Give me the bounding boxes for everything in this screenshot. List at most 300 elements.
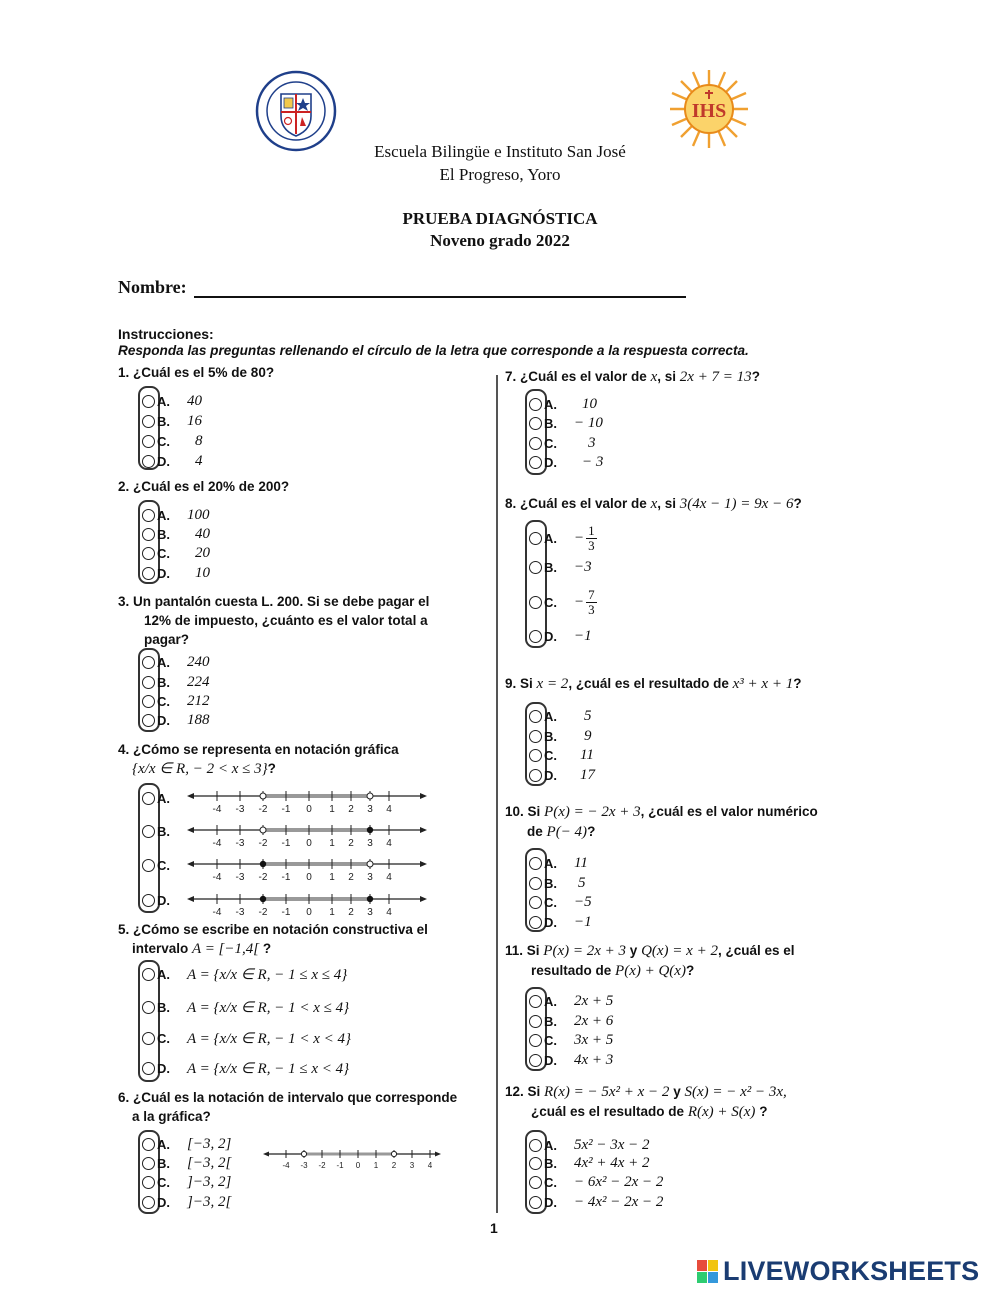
tick-label: 1 bbox=[329, 804, 335, 815]
question-5-line1: 5. ¿Cómo se escribe en notación constructiva el bbox=[118, 922, 428, 937]
option-letter: A. bbox=[157, 966, 170, 982]
option-q11-b[interactable] bbox=[529, 1011, 613, 1031]
tick-label: -4 bbox=[212, 838, 222, 849]
tick-label: -3 bbox=[300, 1161, 308, 1170]
option-letter: D. bbox=[544, 1194, 557, 1210]
option-q1-c[interactable] bbox=[142, 431, 203, 451]
question-10-line2a: de bbox=[527, 824, 543, 839]
option-value: 188 bbox=[187, 711, 210, 728]
option-value: −1 bbox=[574, 913, 592, 930]
option-letter: C. bbox=[544, 1174, 557, 1190]
question-7-end: ? bbox=[751, 369, 760, 384]
radio-circle[interactable] bbox=[529, 630, 542, 643]
option-q8-d[interactable] bbox=[529, 626, 592, 646]
option-letter: C. bbox=[157, 857, 170, 873]
option-q12-c[interactable] bbox=[529, 1172, 663, 1192]
question-3-line3: pagar? bbox=[144, 632, 190, 647]
fraction-a bbox=[586, 524, 597, 553]
option-q12-a[interactable] bbox=[529, 1135, 650, 1155]
fraction-numerator: 1 bbox=[588, 522, 595, 538]
option-value: [−3, 2] bbox=[187, 1135, 232, 1152]
option-letter: B. bbox=[157, 823, 170, 839]
option-letter: C. bbox=[544, 435, 557, 451]
question-6 bbox=[118, 1088, 457, 1126]
question-5-line2: intervalo bbox=[132, 941, 189, 956]
radio-circle[interactable] bbox=[529, 1139, 542, 1152]
question-7-math: 2x + 7 = 13 bbox=[679, 369, 752, 385]
option-q5-c[interactable] bbox=[142, 1028, 351, 1048]
question-9-end: ? bbox=[793, 676, 802, 691]
option-letter: C. bbox=[544, 894, 557, 910]
question-8-end: ? bbox=[793, 496, 802, 511]
question-9-expr: x³ + x + 1 bbox=[732, 676, 794, 692]
radio-circle[interactable] bbox=[529, 1015, 542, 1028]
radio-circle[interactable] bbox=[142, 695, 155, 708]
tick-label: 3 bbox=[367, 804, 373, 815]
radio-circle[interactable] bbox=[142, 859, 155, 872]
radio-circle[interactable] bbox=[529, 730, 542, 743]
option-q8-c[interactable] bbox=[529, 588, 597, 616]
question-4 bbox=[118, 740, 399, 779]
tick-label: -1 bbox=[281, 872, 291, 883]
option-value: A = {x/x ∈ R, − 1 < x ≤ 4} bbox=[187, 999, 350, 1016]
option-value: ]−3, 2[ bbox=[187, 1193, 232, 1210]
tick-label: -2 bbox=[258, 872, 268, 883]
question-10-math1: P(x) = − 2x + 3 bbox=[544, 804, 641, 820]
radio-circle[interactable] bbox=[529, 596, 542, 609]
option-letter: D. bbox=[157, 712, 170, 728]
option-letter: D. bbox=[157, 1060, 170, 1076]
option-letter: B. bbox=[157, 999, 170, 1015]
option-q4-a[interactable] bbox=[142, 788, 187, 808]
option-letter: A. bbox=[544, 396, 557, 412]
option-value: 4x + 3 bbox=[574, 1051, 614, 1068]
question-12-end: ? bbox=[759, 1104, 768, 1119]
tick-label: -3 bbox=[235, 907, 245, 917]
tick-label: 4 bbox=[386, 872, 392, 883]
option-q12-b[interactable] bbox=[529, 1153, 650, 1173]
option-value: 224 bbox=[187, 673, 210, 690]
tick-label: 1 bbox=[329, 907, 335, 917]
number-line-d bbox=[187, 894, 427, 917]
option-letter: B. bbox=[157, 674, 170, 690]
question-8-text: 8. ¿Cuál es el valor de bbox=[505, 496, 647, 511]
option-q6-c[interactable] bbox=[142, 1172, 231, 1192]
radio-circle[interactable] bbox=[529, 398, 542, 411]
question-4-math: {x/x ∈ R, − 2 < x ≤ 3} bbox=[132, 761, 268, 777]
liveworksheets-icon bbox=[697, 1260, 719, 1284]
option-letter: C. bbox=[544, 1032, 557, 1048]
question-11-y: y bbox=[629, 943, 638, 958]
option-q2-d[interactable] bbox=[142, 563, 210, 583]
tick-label: 2 bbox=[348, 872, 354, 883]
radio-circle[interactable] bbox=[142, 395, 155, 408]
option-value: 240 bbox=[187, 653, 210, 670]
radio-circle[interactable] bbox=[142, 509, 155, 522]
question-7-text: 7. ¿Cuál es el valor de bbox=[505, 369, 647, 384]
question-11-math1: P(x) = 2x + 3 bbox=[543, 943, 627, 959]
option-q3-c[interactable] bbox=[142, 691, 210, 711]
tick-label: 0 bbox=[306, 838, 312, 849]
question-8-mid: , si bbox=[657, 496, 677, 511]
option-value: 10 bbox=[582, 395, 597, 412]
option-letter: C. bbox=[544, 747, 557, 763]
number-line-c bbox=[187, 859, 427, 883]
question-10-end: ? bbox=[587, 824, 596, 839]
option-letter: D. bbox=[157, 453, 170, 469]
option-value: A = {x/x ∈ R, − 1 ≤ x ≤ 4} bbox=[187, 966, 348, 983]
option-value: − 3 bbox=[582, 453, 604, 470]
radio-circle[interactable] bbox=[142, 714, 155, 727]
radio-circle[interactable] bbox=[142, 1196, 155, 1209]
tick-label: -2 bbox=[258, 804, 268, 815]
option-q11-a[interactable] bbox=[529, 991, 613, 1011]
tick-label: -4 bbox=[212, 804, 222, 815]
option-q8-a[interactable] bbox=[529, 524, 597, 552]
radio-circle[interactable] bbox=[529, 532, 542, 545]
question-12-line1a: 12. Si bbox=[505, 1084, 541, 1099]
question-5-end: ? bbox=[262, 941, 272, 956]
option-letter: C. bbox=[157, 1030, 170, 1046]
option-q2-a[interactable] bbox=[142, 505, 210, 525]
radio-circle[interactable] bbox=[142, 1001, 155, 1014]
tick-label: 0 bbox=[355, 1161, 361, 1170]
option-q10-b[interactable] bbox=[529, 873, 586, 893]
option-letter: D. bbox=[157, 892, 170, 908]
option-value: 40 bbox=[187, 392, 202, 409]
option-letter: D. bbox=[544, 454, 557, 470]
question-7-var: x bbox=[650, 369, 658, 385]
school-seal-logo bbox=[255, 70, 337, 152]
option-value: ]−3, 2] bbox=[187, 1173, 232, 1190]
option-value: 11 bbox=[574, 854, 588, 871]
option-letter: A. bbox=[544, 993, 557, 1009]
option-value: − 4x² − 2x − 2 bbox=[574, 1193, 664, 1210]
question-5 bbox=[118, 920, 428, 959]
radio-circle[interactable] bbox=[529, 896, 542, 909]
option-value: − 10 bbox=[574, 414, 603, 431]
radio-circle[interactable] bbox=[142, 528, 155, 541]
tick-label: 0 bbox=[306, 907, 312, 917]
tick-label: 2 bbox=[348, 838, 354, 849]
question-9-text: 9. Si bbox=[505, 676, 533, 691]
option-value: 11 bbox=[580, 746, 594, 763]
radio-circle[interactable] bbox=[142, 455, 155, 468]
option-value: −3 bbox=[574, 558, 592, 575]
option-letter: B. bbox=[157, 526, 170, 542]
test-title: PRUEBA DIAGNÓSTICA bbox=[402, 209, 598, 228]
option-q10-d[interactable] bbox=[529, 912, 592, 932]
radio-circle[interactable] bbox=[529, 561, 542, 574]
question-9-mid: , ¿cuál es el resultado de bbox=[568, 676, 729, 691]
tick-label: 0 bbox=[306, 872, 312, 883]
radio-circle[interactable] bbox=[529, 710, 542, 723]
option-q7-a[interactable] bbox=[529, 394, 597, 414]
radio-circle[interactable] bbox=[142, 415, 155, 428]
option-letter: A. bbox=[544, 1137, 557, 1153]
option-q4-b[interactable] bbox=[142, 821, 187, 841]
option-q7-c[interactable] bbox=[529, 433, 596, 453]
tick-label: 3 bbox=[367, 872, 373, 883]
option-q10-c[interactable] bbox=[529, 892, 592, 912]
question-10-math2: P(− 4) bbox=[546, 824, 588, 840]
option-q11-d[interactable] bbox=[529, 1050, 613, 1070]
option-q3-b[interactable] bbox=[142, 672, 210, 692]
option-letter: D. bbox=[157, 1194, 170, 1210]
tick-label: 3 bbox=[367, 838, 373, 849]
column-divider bbox=[496, 375, 498, 1213]
radio-circle[interactable] bbox=[529, 857, 542, 870]
option-value: 4 bbox=[195, 452, 203, 469]
option-value: A = {x/x ∈ R, − 1 < x < 4} bbox=[187, 1030, 351, 1047]
option-q6-d[interactable] bbox=[142, 1192, 231, 1212]
question-12-line2a: ¿cuál es el resultado de bbox=[531, 1104, 685, 1119]
option-letter: D. bbox=[544, 914, 557, 930]
question-8-math: 3(4x − 1) = 9x − 6 bbox=[679, 496, 794, 512]
instructions-heading: Instrucciones: bbox=[118, 326, 214, 342]
instructions-text: Responda las preguntas rellenando el círculo de la letra que corresponde a la respuesta correcta. bbox=[118, 343, 749, 358]
fraction-numerator: 7 bbox=[588, 586, 595, 602]
question-3-line2: 12% de impuesto, ¿cuánto es el valor total a bbox=[144, 613, 428, 628]
option-value: − 6x² − 2x − 2 bbox=[574, 1173, 664, 1190]
option-q7-b[interactable] bbox=[529, 413, 603, 433]
option-letter: D. bbox=[544, 628, 557, 644]
option-q7-d[interactable] bbox=[529, 452, 603, 472]
number-line-a bbox=[187, 791, 427, 815]
name-label: Nombre: bbox=[118, 277, 187, 297]
radio-circle[interactable] bbox=[529, 417, 542, 430]
option-value: [−3, 2[ bbox=[187, 1154, 232, 1171]
option-value: 10 bbox=[195, 564, 210, 581]
tick-label: -1 bbox=[281, 907, 291, 917]
tick-label: -2 bbox=[258, 838, 268, 849]
question-10-line1b: , ¿cuál es el valor numérico bbox=[640, 804, 818, 819]
option-letter: B. bbox=[544, 728, 557, 744]
question-7 bbox=[505, 367, 760, 387]
tick-label: 4 bbox=[386, 838, 392, 849]
tick-label: 4 bbox=[427, 1161, 433, 1170]
option-q1-b[interactable] bbox=[142, 411, 202, 431]
page-number: 1 bbox=[490, 1220, 498, 1236]
option-q9-a[interactable] bbox=[529, 706, 592, 726]
option-letter: C. bbox=[157, 693, 170, 709]
tick-label: 4 bbox=[386, 804, 392, 815]
question-6-line1: 6. ¿Cuál es la notación de intervalo que corresponde bbox=[118, 1090, 458, 1105]
tick-label: -2 bbox=[258, 907, 268, 917]
name-line[interactable] bbox=[194, 296, 686, 298]
option-letter: C. bbox=[157, 545, 170, 561]
fraction-c bbox=[586, 588, 597, 617]
tick-label: -4 bbox=[282, 1161, 290, 1170]
option-q1-a[interactable] bbox=[142, 391, 202, 411]
fraction-denominator: 3 bbox=[588, 537, 595, 553]
option-q4-d[interactable] bbox=[142, 890, 187, 910]
option-q10-a[interactable] bbox=[529, 853, 588, 873]
liveworksheets-logo[interactable] bbox=[697, 1256, 979, 1287]
radio-circle[interactable] bbox=[142, 656, 155, 669]
tick-label: 3 bbox=[409, 1161, 415, 1170]
tick-label: 0 bbox=[306, 804, 312, 815]
radio-circle[interactable] bbox=[142, 1032, 155, 1045]
option-value: 3x + 5 bbox=[574, 1031, 614, 1048]
radio-circle[interactable] bbox=[529, 1176, 542, 1189]
option-q4-c[interactable] bbox=[142, 855, 187, 875]
question-11-line1b: , ¿cuál es el bbox=[717, 943, 795, 958]
option-value: 3 bbox=[588, 434, 596, 451]
radio-circle[interactable] bbox=[529, 749, 542, 762]
tick-label: -3 bbox=[235, 872, 245, 883]
option-q9-c[interactable] bbox=[529, 745, 594, 765]
radio-circle[interactable] bbox=[142, 792, 155, 805]
option-q11-c[interactable] bbox=[529, 1030, 613, 1050]
option-q5-d[interactable] bbox=[142, 1058, 349, 1078]
radio-circle[interactable] bbox=[529, 1157, 542, 1170]
question-11-line1a: 11. Si bbox=[505, 943, 540, 958]
option-q9-d[interactable] bbox=[529, 765, 595, 785]
option-value: 212 bbox=[187, 692, 210, 709]
option-letter: B. bbox=[544, 415, 557, 431]
question-10 bbox=[505, 802, 818, 842]
radio-circle[interactable] bbox=[142, 567, 155, 580]
option-value: 40 bbox=[195, 525, 210, 542]
question-11 bbox=[505, 941, 795, 981]
question-8 bbox=[505, 494, 802, 514]
radio-circle[interactable] bbox=[142, 894, 155, 907]
question-7-mid: , si bbox=[657, 369, 677, 384]
radio-circle[interactable] bbox=[529, 916, 542, 929]
ihs-emblem-logo bbox=[668, 68, 750, 150]
option-value: −1 bbox=[574, 627, 592, 644]
option-value: 2x + 6 bbox=[574, 1012, 614, 1029]
option-letter: B. bbox=[544, 559, 557, 575]
question-3 bbox=[118, 592, 429, 649]
option-letter: A. bbox=[157, 790, 170, 806]
option-value: 9 bbox=[584, 727, 592, 744]
radio-circle[interactable] bbox=[529, 1196, 542, 1209]
radio-circle[interactable] bbox=[142, 435, 155, 448]
school-city: El Progreso, Yoro bbox=[439, 165, 561, 184]
option-letter: B. bbox=[544, 1155, 557, 1171]
radio-circle[interactable] bbox=[529, 437, 542, 450]
option-letter: D. bbox=[157, 565, 170, 581]
option-q3-d[interactable] bbox=[142, 710, 210, 730]
question-12 bbox=[505, 1082, 787, 1122]
question-10-line1a: 10. Si bbox=[505, 804, 541, 819]
number-lines-q4 bbox=[185, 787, 430, 917]
option-value: 17 bbox=[580, 766, 595, 783]
radio-circle[interactable] bbox=[142, 1138, 155, 1151]
option-letter: C. bbox=[157, 433, 170, 449]
question-4-end: ? bbox=[267, 761, 276, 776]
radio-circle[interactable] bbox=[529, 1054, 542, 1067]
option-q2-b[interactable] bbox=[142, 524, 210, 544]
radio-circle[interactable] bbox=[529, 995, 542, 1008]
radio-circle[interactable] bbox=[529, 456, 542, 469]
option-letter: C. bbox=[157, 1174, 170, 1190]
question-3-line1: 3. Un pantalón cuesta L. 200. Si se debe pagar el bbox=[118, 594, 430, 609]
option-value: 4x² + 4x + 2 bbox=[574, 1154, 650, 1171]
option-q5-a[interactable] bbox=[142, 964, 347, 984]
question-5-math: A = [−1,4[ bbox=[192, 941, 260, 957]
question-8-var: x bbox=[650, 496, 658, 512]
question-12-y: y bbox=[673, 1084, 681, 1099]
option-letter: A. bbox=[544, 530, 557, 546]
tick-label: -1 bbox=[281, 838, 291, 849]
radio-circle[interactable] bbox=[529, 877, 542, 890]
option-value: 8 bbox=[195, 432, 203, 449]
option-letter: B. bbox=[544, 1013, 557, 1029]
option-letter: C. bbox=[544, 594, 557, 610]
question-11-math2: Q(x) = x + 2 bbox=[641, 943, 718, 959]
tick-label: 1 bbox=[329, 838, 335, 849]
school-name: Escuela Bilingüe e Instituto San José bbox=[374, 142, 626, 161]
liveworksheets-brand: LIVEWORKSHEETS bbox=[723, 1256, 980, 1286]
option-q8-b[interactable] bbox=[529, 557, 592, 577]
tick-label: -4 bbox=[212, 907, 222, 917]
option-q9-b[interactable] bbox=[529, 726, 592, 746]
radio-circle[interactable] bbox=[142, 968, 155, 981]
option-value: −5 bbox=[574, 893, 592, 910]
radio-circle[interactable] bbox=[142, 1157, 155, 1170]
tick-label: 2 bbox=[391, 1161, 397, 1170]
question-6-line2: a la gráfica? bbox=[132, 1109, 211, 1124]
radio-circle[interactable] bbox=[142, 1062, 155, 1075]
tick-label: 1 bbox=[329, 872, 335, 883]
option-letter: A. bbox=[544, 708, 557, 724]
option-value: A = {x/x ∈ R, − 1 ≤ x < 4} bbox=[187, 1060, 350, 1077]
option-letter: A. bbox=[157, 507, 170, 523]
option-q5-b[interactable] bbox=[142, 997, 349, 1017]
question-4-line1: 4. ¿Cómo se representa en notación gráfica bbox=[118, 742, 399, 757]
option-q3-a[interactable] bbox=[142, 652, 210, 672]
option-value: 20 bbox=[195, 544, 210, 561]
number-line-q6 bbox=[262, 1146, 442, 1174]
radio-circle[interactable] bbox=[529, 769, 542, 782]
option-minus: − bbox=[574, 593, 585, 610]
tick-label: 4 bbox=[386, 907, 392, 917]
number-line-b bbox=[187, 825, 427, 849]
question-9-math: x = 2 bbox=[536, 676, 569, 692]
option-minus: − bbox=[574, 529, 585, 546]
fraction-denominator: 3 bbox=[588, 601, 595, 617]
tick-label: -1 bbox=[336, 1161, 344, 1170]
option-letter: A. bbox=[157, 1136, 170, 1152]
option-value: 5 bbox=[584, 707, 592, 724]
option-q6-a[interactable] bbox=[142, 1134, 231, 1154]
option-letter: A. bbox=[157, 393, 170, 409]
option-value: 100 bbox=[187, 506, 210, 523]
option-q6-b[interactable] bbox=[142, 1153, 231, 1173]
option-value: 5 bbox=[578, 874, 586, 891]
question-12-math2: S(x) = − x² − 3x, bbox=[684, 1084, 787, 1100]
radio-circle[interactable] bbox=[142, 676, 155, 689]
test-grade: Noveno grado 2022 bbox=[430, 231, 570, 250]
option-q2-c[interactable] bbox=[142, 543, 210, 563]
question-9 bbox=[505, 674, 801, 694]
radio-circle[interactable] bbox=[142, 825, 155, 838]
tick-label: 2 bbox=[348, 804, 354, 815]
tick-label: 2 bbox=[348, 907, 354, 917]
radio-circle[interactable] bbox=[142, 1176, 155, 1189]
question-1: 1. ¿Cuál es el 5% de 80? bbox=[118, 365, 275, 380]
radio-circle[interactable] bbox=[142, 547, 155, 560]
radio-circle[interactable] bbox=[529, 1034, 542, 1047]
tick-label: -4 bbox=[212, 872, 222, 883]
option-q1-d[interactable] bbox=[142, 451, 203, 471]
question-12-math3: R(x) + S(x) bbox=[687, 1104, 756, 1120]
option-q12-d[interactable] bbox=[529, 1192, 663, 1212]
tick-label: -3 bbox=[235, 804, 245, 815]
